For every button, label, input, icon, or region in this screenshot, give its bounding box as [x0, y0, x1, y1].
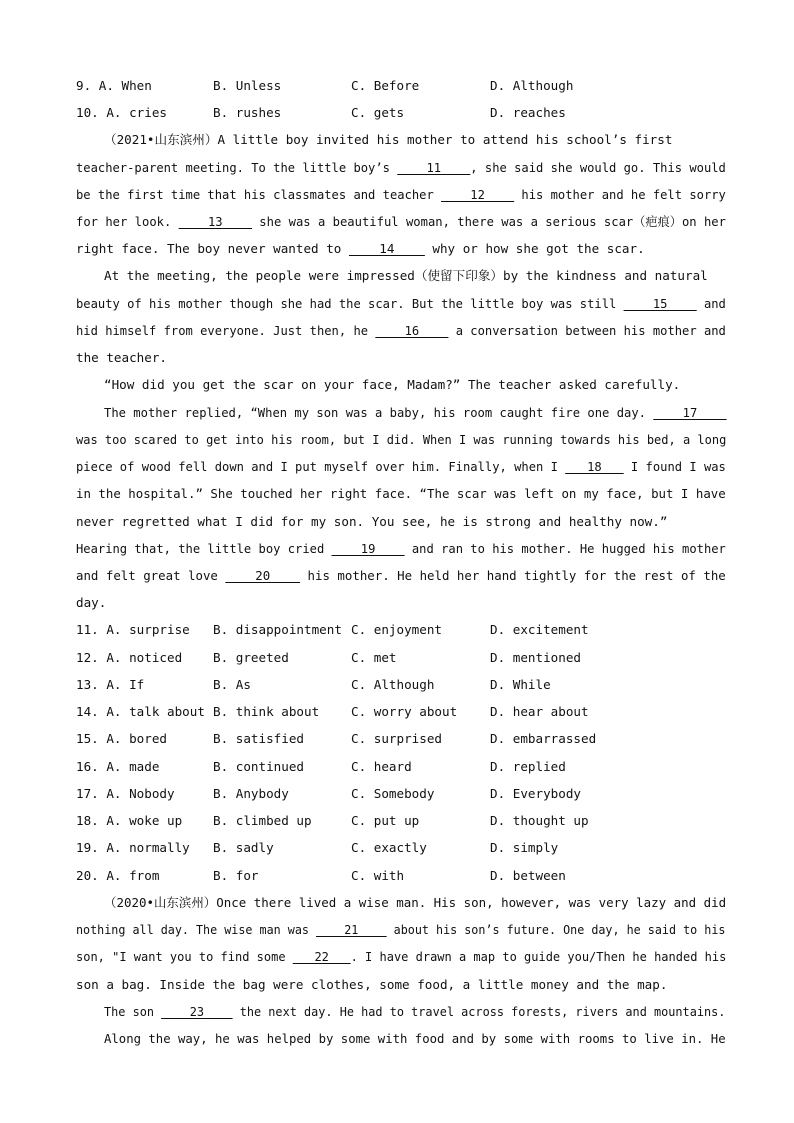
passage-line: for her look. ____13____ she was a beautiful woman, there was a serious scar（疤痕）on her	[76, 214, 726, 229]
option-a: 11. A. surprise	[76, 622, 190, 637]
blank-21: ____21____	[316, 922, 387, 937]
blank-16: ____16____	[375, 323, 449, 338]
option-a: 19. A. normally	[76, 840, 190, 855]
option-b: B. Unless	[213, 78, 282, 93]
passage-line: never regretted what I did for my son. You see, he is strong and healthy now.”	[76, 514, 668, 529]
option-b: B. think about	[213, 704, 320, 719]
passage-line: Hearing that, the little boy cried ____19____ and ran to his mother. He hugged his mother	[76, 541, 726, 556]
option-d: D. mentioned	[490, 650, 581, 665]
passage-line: The son ____23____ the next day. He had to travel across forests, rivers and mountains.	[104, 1004, 726, 1019]
passage-line: teacher-parent meeting. To the little boy’s ____11____, she said she would go. This would	[76, 160, 726, 175]
option-a: 16. A. made	[76, 759, 160, 774]
option-d: D. Everybody	[490, 786, 581, 801]
option-d: D. thought up	[490, 813, 589, 828]
blank-19: ____19____	[331, 541, 405, 556]
passage-line: At the meeting, the people were impressed（使留下印象）by the kindness and natural	[104, 268, 708, 283]
option-b: B. greeted	[213, 650, 289, 665]
option-c: C. Before	[351, 78, 420, 93]
passage-line: The mother replied, “When my son was a baby, his room caught fire one day. ____17____	[104, 405, 727, 420]
passage-line: Along the way, he was helped by some with food and by some with rooms to live in. He	[104, 1031, 726, 1046]
option-b: B. for	[213, 868, 259, 883]
option-d: D. While	[490, 677, 551, 692]
blank-22: ___22___	[292, 949, 351, 964]
option-d: D. excitement	[490, 622, 589, 637]
option-c: C. heard	[351, 759, 412, 774]
option-a: 12. A. noticed	[76, 650, 183, 665]
option-b: B. continued	[213, 759, 304, 774]
option-d: D. hear about	[490, 704, 589, 719]
option-c: C. gets	[351, 105, 405, 120]
option-c: C. with	[351, 868, 405, 883]
passage-line: hid himself from everyone. Just then, he ____16____ a conversation between his mother and	[76, 323, 726, 338]
option-b: B. rushes	[213, 105, 282, 120]
passage-line: nothing all day. The wise man was ____21____ about his son’s future. One day, he said to his	[76, 922, 726, 937]
passage-line: and felt great love ____20____ his mother. He held her hand tightly for the rest of the	[76, 568, 726, 583]
option-b: B. disappointment	[213, 622, 342, 637]
passage-line: （2020•山东滨州）Once there lived a wise man. His son, however, was very lazy and did	[104, 895, 727, 910]
option-b: B. Anybody	[213, 786, 289, 801]
option-c: C. worry about	[351, 704, 458, 719]
option-a: 20. A. from	[76, 868, 160, 883]
option-a: 15. A. bored	[76, 731, 168, 746]
option-a: 9. A. When	[76, 78, 152, 93]
option-c: C. put up	[351, 813, 420, 828]
passage-line: day.	[76, 595, 107, 610]
option-d: D. reaches	[490, 105, 566, 120]
passage-line: the teacher.	[76, 350, 167, 365]
passage-line: son a bag. Inside the bag were clothes, some food, a little money and the map.	[76, 977, 668, 992]
option-d: D. between	[490, 868, 566, 883]
option-a: 13. A. If	[76, 677, 145, 692]
option-b: B. sadly	[213, 840, 274, 855]
option-c: C. met	[351, 650, 397, 665]
option-a: 14. A. talk about	[76, 704, 205, 719]
option-b: B. As	[213, 677, 251, 692]
blank-11: ____11____	[397, 160, 471, 175]
blank-12: ____12____	[441, 187, 515, 202]
option-a: 18. A. woke up	[76, 813, 183, 828]
option-d: D. simply	[490, 840, 559, 855]
passage-line: （2021•山东滨州）A little boy invited his mother to attend his school’s first	[104, 132, 673, 147]
blank-17: ____17____	[653, 405, 727, 420]
passage-line: son, "I want you to find some ___22___. I have drawn a map to guide you/Then he handed his	[76, 949, 727, 964]
option-b: B. climbed up	[213, 813, 312, 828]
option-b: B. satisfied	[213, 731, 304, 746]
option-d: D. embarrassed	[490, 731, 597, 746]
option-d: D. Although	[490, 78, 574, 93]
option-a: 10. A. cries	[76, 105, 168, 120]
option-d: D. replied	[490, 759, 566, 774]
option-c: C. exactly	[351, 840, 427, 855]
option-c: C. surprised	[351, 731, 442, 746]
passage-line: in the hospital.” She touched her right face. “The scar was left on my face, but I have	[76, 486, 726, 501]
passage-line: be the first time that his classmates and teacher ____12____ his mother and he felt sorry	[76, 187, 726, 202]
passage-line: beauty of his mother though she had the scar. But the little boy was still ____15____ and	[76, 296, 726, 311]
option-c: C. Somebody	[351, 786, 435, 801]
option-a: 17. A. Nobody	[76, 786, 175, 801]
blank-20: ____20____	[225, 568, 301, 583]
blank-14: ____14____	[348, 241, 425, 256]
passage-line: piece of wood fell down and I put myself over him. Finally, when I ___18___ I found I was	[76, 459, 726, 474]
option-c: C. Although	[351, 677, 435, 692]
blank-23: ____23____	[161, 1004, 233, 1019]
blank-18: ___18___	[565, 459, 624, 474]
blank-13: ____13____	[178, 214, 252, 229]
option-c: C. enjoyment	[351, 622, 442, 637]
passage-line: “How did you get the scar on your face, Madam?” The teacher asked carefully.	[104, 377, 681, 392]
passage-line: right face. The boy never wanted to ____14____ why or how she got the scar.	[76, 241, 645, 256]
blank-15: ____15____	[623, 296, 697, 311]
passage-line: was too scared to get into his room, but I did. When I was running towards his bed, a long	[76, 432, 727, 447]
